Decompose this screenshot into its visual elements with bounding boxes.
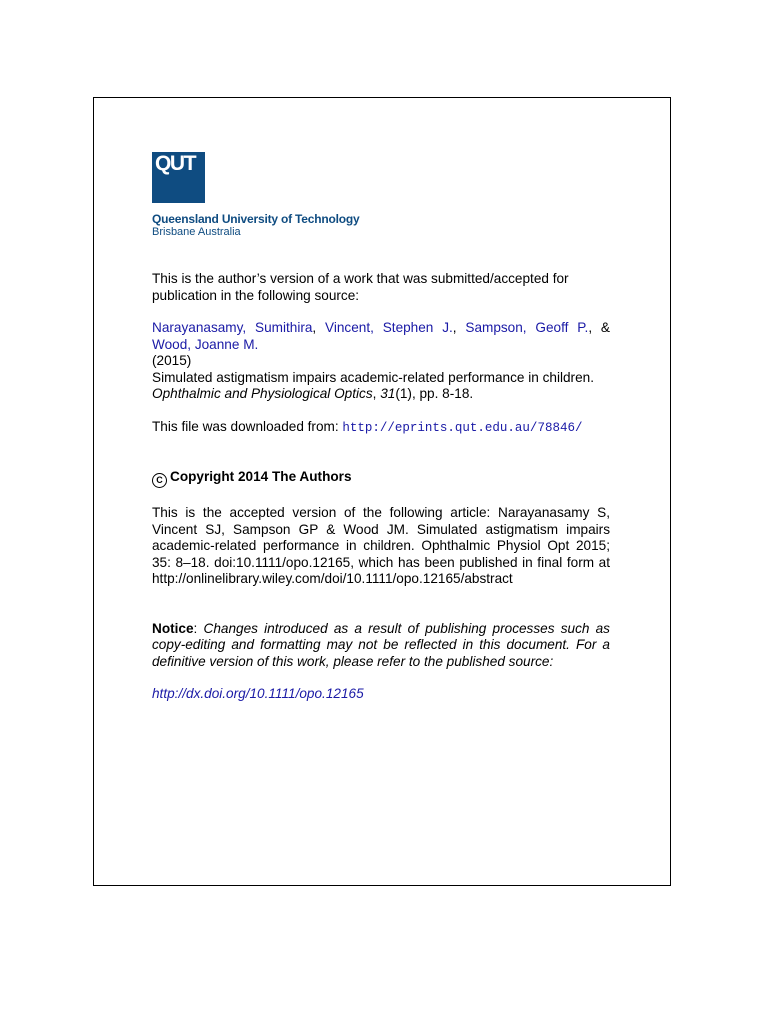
download-source (152, 419, 610, 437)
author-link[interactable]: Narayanasamy, Sumithira (152, 320, 313, 335)
citation-authors: Narayanasamy, Sumithira, Vincent, Stephen J., Sampson, Geoff P., & Wood, Joanne M. (152, 320, 610, 352)
qut-logo-mark-text: QUT (155, 152, 196, 175)
doi-line (152, 686, 610, 703)
notice-text: Changes introduced as a result of publishing processes such as copy-editing and formatting may not be reflected in this document. For a definitive version of this work, please refer to the published source: (152, 620, 610, 669)
copyright-icon: C (152, 473, 167, 488)
cover-page-content (152, 150, 610, 703)
notice-label: Notice (152, 620, 194, 636)
journal-name: Ophthalmic and Physiological Optics (152, 386, 373, 401)
university-name: Queensland University of Technology (152, 212, 360, 226)
university-location: Brisbane Australia (152, 226, 241, 238)
copyright-line (152, 469, 610, 488)
download-label: This file was downloaded from: (152, 418, 339, 434)
author-link[interactable]: Vincent, Stephen J. (325, 320, 453, 335)
citation-journal: Ophthalmic and Physiological Optics, 31(1), pp. 8-18. (152, 386, 474, 401)
notice: Notice: Changes introduced as a result of publishing processes such as copy-editing and formatting may not be reflected in this document. For a definitive version of this work, please refer to the published source: (152, 620, 610, 669)
author-link[interactable]: Wood, Joanne M. (152, 336, 259, 352)
eprints-link[interactable]: http://eprints.qut.edu.au/78846/ (342, 420, 583, 435)
journal-issue-pages: (1), pp. 8-18. (395, 386, 474, 401)
intro-text: This is the author’s version of a work that was submitted/accepted for publication in the following source: (152, 271, 569, 303)
qut-logo-mark (152, 152, 205, 203)
citation-title: Simulated astigmatism impairs academic-related performance in children. (152, 369, 594, 385)
qut-logo (152, 150, 610, 240)
copyright-text: Copyright 2014 The Authors (170, 469, 352, 484)
author-link[interactable]: Sampson, Geoff P. (465, 320, 589, 335)
citation-year: (2015) (152, 353, 192, 368)
journal-volume: 31 (380, 386, 396, 401)
doi-link[interactable]: http://dx.doi.org/10.1111/opo.12165 (152, 686, 364, 701)
accepted-version-text: This is the accepted version of the following article: Narayanasamy S, Vincent SJ, Sampson GP & Wood JM. Simulated astigmatism impairs academic-related performance in children. Ophthalmic Physiol Opt 2015; 35: 8–18. doi:10.1111/opo.12165, which has been published in final form at http://onlinelibrary.wiley.com/doi/10.1111/opo.12165/abstract (152, 505, 610, 586)
